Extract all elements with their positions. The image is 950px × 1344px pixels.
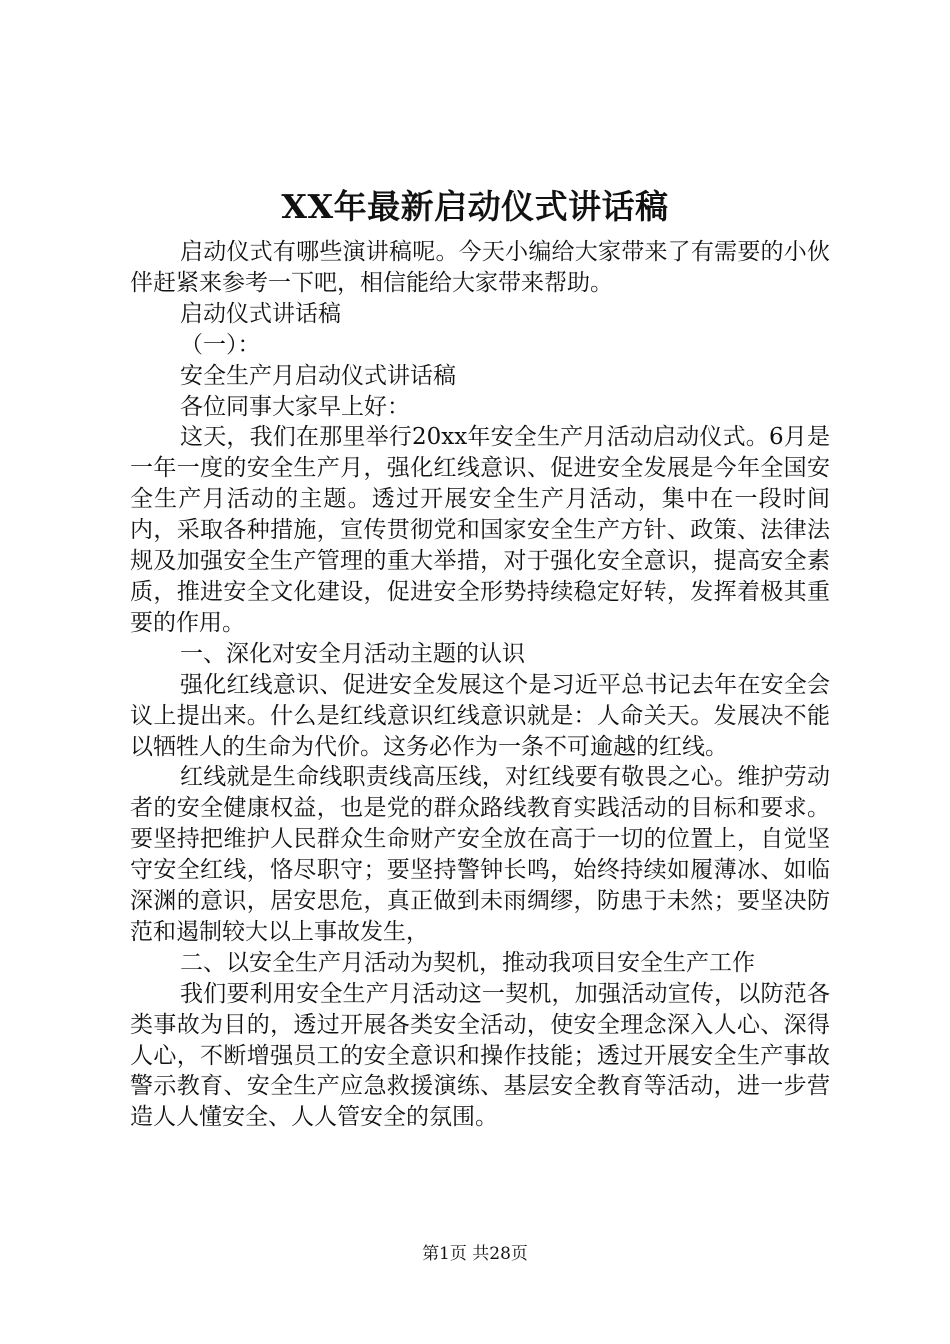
paragraph-section-number: （一）： — [180, 331, 261, 358]
paragraph-subtitle: 安全生产月启动仪式讲话稿 — [180, 362, 456, 389]
document-title: XX年最新启动仪式讲话稿 — [281, 187, 669, 226]
paragraph-redline-lifeline: 红线就是生命线职责线高压线，对红线要有敬畏之心。维护劳动者的安全健康权益，也是党的群众路线教育实践活动的目标和要求。要坚持把维护人民群众生命财产安全放在高于一切的位置上，自觉坚守安全红线，恪尽职守；要坚持警钟长鸣，始终持续如履薄冰、如临深渊的意识，居安思危，真正做到未雨绸缪，防患于未然；要坚决防范和遏制较大以上事故发生， — [130, 764, 830, 945]
paragraph-heading-two: 二、以安全生产月活动为契机，推动我项目安全生产工作 — [180, 949, 755, 976]
paragraph-greeting: 各位同事大家早上好： — [180, 393, 410, 420]
paragraph-opening: 这天，我们在那里举行20xx年安全生产月活动启动仪式。6月是一年一度的安全生产月，强化红线意识、促进安全发展是今年全国安全生产月活动的主题。透过开展安全生产月活动，集中在一段时间内，采取各种措施，宣传贯彻党和国家安全生产方针、政策、法律法规及加强安全生产管理的重大举措，对于强化安全意识，提高安全素质，推进安全文化建设，促进安全形势持续稳定好转，发挥着极其重要的作用。 — [130, 424, 830, 636]
paragraph-heading-speech: 启动仪式讲话稿 — [180, 300, 341, 327]
paragraph-heading-one: 一、深化对安全月活动主题的认识 — [180, 640, 525, 667]
paragraph-redline-awareness: 强化红线意识、促进安全发展这个是习近平总书记去年在安全会议上提出来。什么是红线意识红线意识就是：人命关天。发展决不能以牺牲人的生命为代价。这务必作为一条不可逾越的红线。 — [130, 671, 830, 760]
page-number-footer: 第1页 共28页 — [422, 1244, 528, 1264]
paragraph-intro: 启动仪式有哪些演讲稿呢。今天小编给大家带来了有需要的小伙伴赶紧来参考一下吧，相信能给大家带来帮助。 — [130, 239, 830, 296]
document-body — [130, 237, 830, 1133]
paragraph-opportunity: 我们要利用安全生产月活动这一契机，加强活动宣传，以防范各类事故为目的，透过开展各类安全活动，使安全理念深入人心、深得人心，不断增强员工的安全意识和操作技能；透过开展安全生产事故警示教育、安全生产应急救援演练、基层安全教育等活动，进一步营造人人懂安全、人人管安全的氛围。 — [130, 980, 830, 1131]
